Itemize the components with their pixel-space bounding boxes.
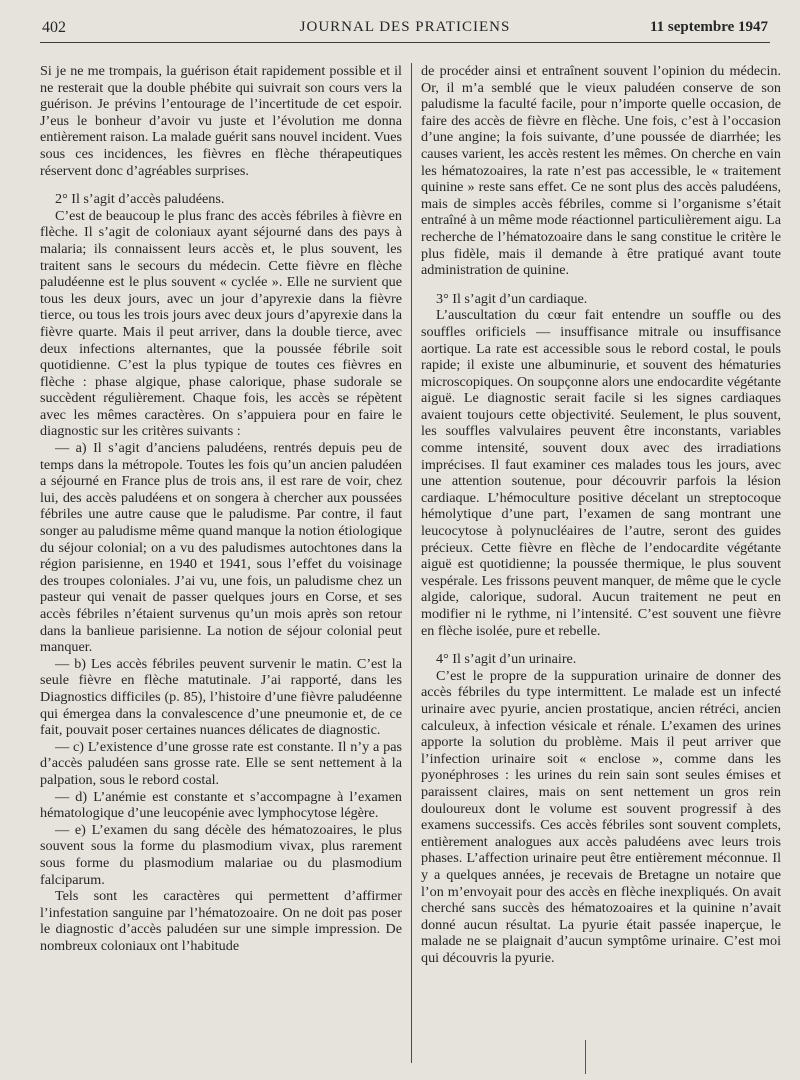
left-column [40,63,402,954]
paragraph: de procéder ainsi et entraînent souvent l’opinion du médecin. Or, il m’a semblé que le vieux paludéen conserve de son paludisme la faculté facile, pour n’importe quelle occasion, de faire des accès de fièvre en flèche. Une fois, c’est à l’occasion d’une angine; la fois suivante, d’une poussée de diarrhée; les causes varient, les accès restent les mêmes. On cherche en vain les hématozoaires, la rate n’est pas accessible, le « traitement quinine » reste sans effet. Ce ne sont plus des accès paludéens, mais de simples accès fébriles, comme si l’organisme s’était entraîné à un même mode réactionnel particulièrement aigu. La recherche de l’hématozoaire dans le sang constitue le critère le plus fidèle, mais il demande à être pratiqué avant toute administration de quinine. [421,63,781,279]
bottom-rule-mark [585,1040,586,1074]
page-header [40,16,770,43]
column-divider [411,63,412,1063]
section-heading: 2° Il s’agit d’accès paludéens. [55,191,225,208]
paragraph: C’est le propre de la suppuration urinaire de donner des accès fébriles du type intermittent. Le malade est un infecté urinaire avec pyurie, ancien prostatique, ancien rétréci, ancien calculeux, à infection vésicale et rénale. L’examen des urines apporte la solution du problème. Mais il peut arriver que l’infection urinaire soit « enclose », comme dans les pyonéphroses : les urines du rein sain sont seules émises et paraissent claires, mais on sent nettement un gros rein douloureux dont le volume est souvent progressif à des examens successifs. Ces accès fébriles sont souvent complets, entièrement analogues aux accès paludéens avec leurs trois phases. L’affection urinaire peut être entièrement méconnue. Il y a quelques années, je recevais de Bretagne un notaire que l’on m’envoyait pour des accès en flèche inexpliqués. On avait cherché sans succès des hématozoaires et la quinine n’avait donné aucun résultat. La pyurie était passée inaperçue, le malade ne se plaignait d’aucun symptôme urinaire. C’est moi qui découvris la pyurie. [421,667,781,966]
paragraph: Si je ne me trompais, la guérison était rapidement possible et il ne resterait que la double phébite qui suivrait son cours vers la guérison. Je prévins l’entourage de l’incertitude de cet espoir. J’eus le bonheur d’avoir vu juste et l’évolution me donna entièrement raison. La malade guérit sans nouvel incident. Vues sous ces incidences, les fièvres en flèche thérapeutiques réservent donc d’agréables surprises. [40,63,402,179]
right-column [421,63,781,966]
criterion-d: — d) L’anémie est constante et s’accompagne à l’examen hématologique d’une leucopénie avec lymphocytose légère. [40,788,402,822]
page-number: 402 [42,19,66,36]
criterion-c: — c) L’existence d’une grosse rate est constante. Il n’y a pas d’accès paludéen sans grosse rate. Elle se sent nettement à la palpation, sous le rebord costal. [40,738,402,788]
issue-date: 11 septembre 1947 [649,19,768,35]
section-heading: 3° Il s’agit d’un cardiaque. [436,290,588,307]
criterion-e: — e) L’examen du sang décèle des hématozoaires, le plus souvent sous la forme du plasmodium vivax, plus rarement sous forme du plasmodium malariae ou du plasmodium falciparum. [40,821,402,888]
criterion-b: — b) Les accès fébriles peuvent survenir le matin. C’est la seule fièvre en flèche matutinale. J’ai rapporté, dans les Diagnostics difficiles (p. 85), l’histoire d’une fièvre paludéenne qui émergea dans la convalescence d’une pneumonie et, de ce fait, pouvait poser certaines nuances délicates de diagnostic. [40,655,402,739]
paragraph: Tels sont les caractères qui permettent d’affirmer l’infestation sanguine par l’hématozoaire. On ne doit pas poser le diagnostic d’accès paludéen sur une simple impression. De nombreux coloniaux ont l’habitude [40,888,402,954]
paragraph: C’est de beaucoup le plus franc des accès fébriles à fièvre en flèche. Il s’agit de coloniaux ayant séjourné dans des pays à malaria; ils connaissent leurs accès et, le plus souvent, les traitent sans le secours du médecin. Cette fièvre en flèche paludéenne est le plus souvent « cyclée ». Elle ne survient que tous les deux jours, avec un jour d’apyrexie dans la fièvre tierce, ou tous les trois jours avec deux jours d’apyrexie dans la fièvre quarte. Mais il peut arriver, dans la double tierce, avec deux infections alternantes, que la poussée fébrile soit quotidienne. C’est la plus typique de toutes ces fièvres en flèche : phase algique, phase calorique, phase sudorale se succèdent régulièrement. Chaque fois, les accès se répètent avec les mêmes caractères. On s’appuiera pour en faire le diagnostic sur les critères suivants : [40,207,402,440]
journal-title: JOURNAL DES PRATICIENS [299,19,511,35]
section-heading: 4° Il s’agit d’un urinaire. [436,651,577,668]
criterion-a: — a) Il s’agit d’anciens paludéens, rentrés depuis peu de temps dans la métropole. Toutes les fois qu’un ancien paludéen a séjourné en France plus de trois ans, il est rare de voir, chez lui, des accès paludéens et on songera à chercher aux poussées fébriles une autre cause que le paludisme. Par contre, il faut songer au paludisme même quand manque la notion étiologique du séjour colonial; on a vu des paludismes autochtones dans la région parisienne, en 1940 et 1941, sous l’effet du voisinage des troupes coloniales. J’ai vu, une fois, un paludisme chez un pasteur qui venait de passer quelques jours en Corse, et ses accès fébriles n’étaient survenus qu’un mois après son retour dans la banlieue parisienne. La notion de séjour colonial peut manquer. [40,440,402,656]
paragraph: L’auscultation du cœur fait entendre un souffle ou des souffles orificiels — insuffisance mitrale ou insuffisance aortique. La rate est accessible sous le rebord costal, le pouls rapide; il existe une albuminurie, et souvent des hématuries microscopiques. On soupçonne alors une endocardite végétante aiguë. Le diagnostic serait facile si les signes cardiaques avaient toujours cette objectivité. Seulement, le plus souvent, les souffles valvulaires peuvent être inconstants, variables comme intensité, souvent doux avec des irradiations imprécises. Il faut examiner ces malades tous les jours, avec une attention soutenue, pour découvrir parfois la lésion cardiaque. L’hémoculture positive décelant un streptocoque hémolytique d’une part, l’examen de sang montrant une leucocytose à polynucléaires de l’autre, seront des guides précieux. Cette fièvre en flèche de l’endocardite végétante aiguë est quotidienne; la poussée thermique, le plus souvent vespérale. Les frissons peuvent manquer, de même que le cycle algide, calorique, sudoral. Aucun traitement ne peut en modifier ni le rythme, ni l’intensité. C’est souvent une fièvre en flèche isolée, pure et rebelle. [421,307,781,639]
